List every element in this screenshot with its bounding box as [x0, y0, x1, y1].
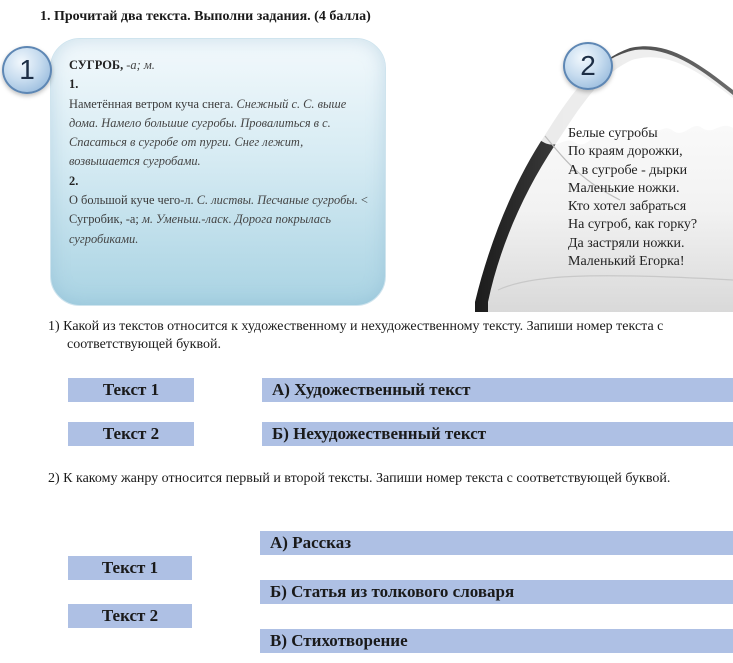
q2-text-2-box: Текст 2: [68, 604, 192, 628]
sense1-definition: Наметённая ветром куча снега.: [69, 96, 234, 111]
question-1-prompt: 1) Какой из текстов относится к художественному и нехудожественному тексту. Запиши номер текста с соответствующей буквой.: [48, 319, 664, 352]
q2-option-a-box: А) Рассказ: [260, 531, 733, 555]
dictionary-headword: СУГРОБ,: [69, 58, 124, 72]
sense2-examples-a: С. листвы. Песчаные сугробы.: [196, 193, 358, 208]
sense2-number: 2.: [69, 173, 79, 188]
sense2-derivative: < Сугробик, -а;: [69, 193, 368, 227]
poem-line: Маленький Егорка!: [568, 254, 685, 270]
poem-line: На сугроб, как горку?: [568, 217, 698, 233]
q2-option-b-box: Б) Статья из толкового словаря: [260, 580, 733, 604]
sense1-examples: Снежный с. С. выше дома. Намело большие сугробы. Провалиться в с. Спасаться в сугробе от пурги. Снег лежит, возвышается сугробами.: [69, 96, 347, 169]
poem-line: Маленькие ножки.: [568, 180, 680, 196]
question-1: [48, 318, 733, 354]
q1-option-a-box: А) Художественный текст: [262, 378, 733, 402]
poem: [568, 125, 697, 271]
sense2-examples-b: м. Уменьш.-ласк. Дорога покрылась сугробиками.: [69, 212, 332, 246]
poem-line: Кто хотел забраться: [568, 199, 687, 215]
sense1-number: 1.: [69, 77, 79, 92]
dictionary-entry: [69, 56, 377, 249]
q2-option-c-box: В) Стихотворение: [260, 629, 733, 653]
poem-line: А в сугробе - дырки: [568, 162, 688, 178]
text-1-badge: 1: [2, 46, 52, 94]
q1-text-2-box: Текст 2: [68, 422, 194, 446]
question-2-prompt: 2) К какому жанру относится первый и второй тексты. Запиши номер текста с соответствующей буквой.: [48, 471, 671, 486]
q2-text-1-box: Текст 1: [68, 556, 192, 580]
sense2-definition: О большой куче чего-л.: [69, 193, 194, 208]
dictionary-grammar: -а; м.: [123, 58, 155, 72]
poem-line: Белые сугробы: [568, 126, 658, 141]
question-2: [48, 470, 733, 488]
poem-line: По краям дорожки,: [568, 144, 683, 160]
task-heading: 1. Прочитай два текста. Выполни задания. (4 балла): [40, 9, 371, 24]
text-2-badge: 2: [563, 42, 613, 90]
q1-text-1-box: Текст 1: [68, 378, 194, 402]
poem-line: Да застряли ножки.: [568, 235, 685, 251]
q1-option-b-box: Б) Нехудожественный текст: [262, 422, 733, 446]
